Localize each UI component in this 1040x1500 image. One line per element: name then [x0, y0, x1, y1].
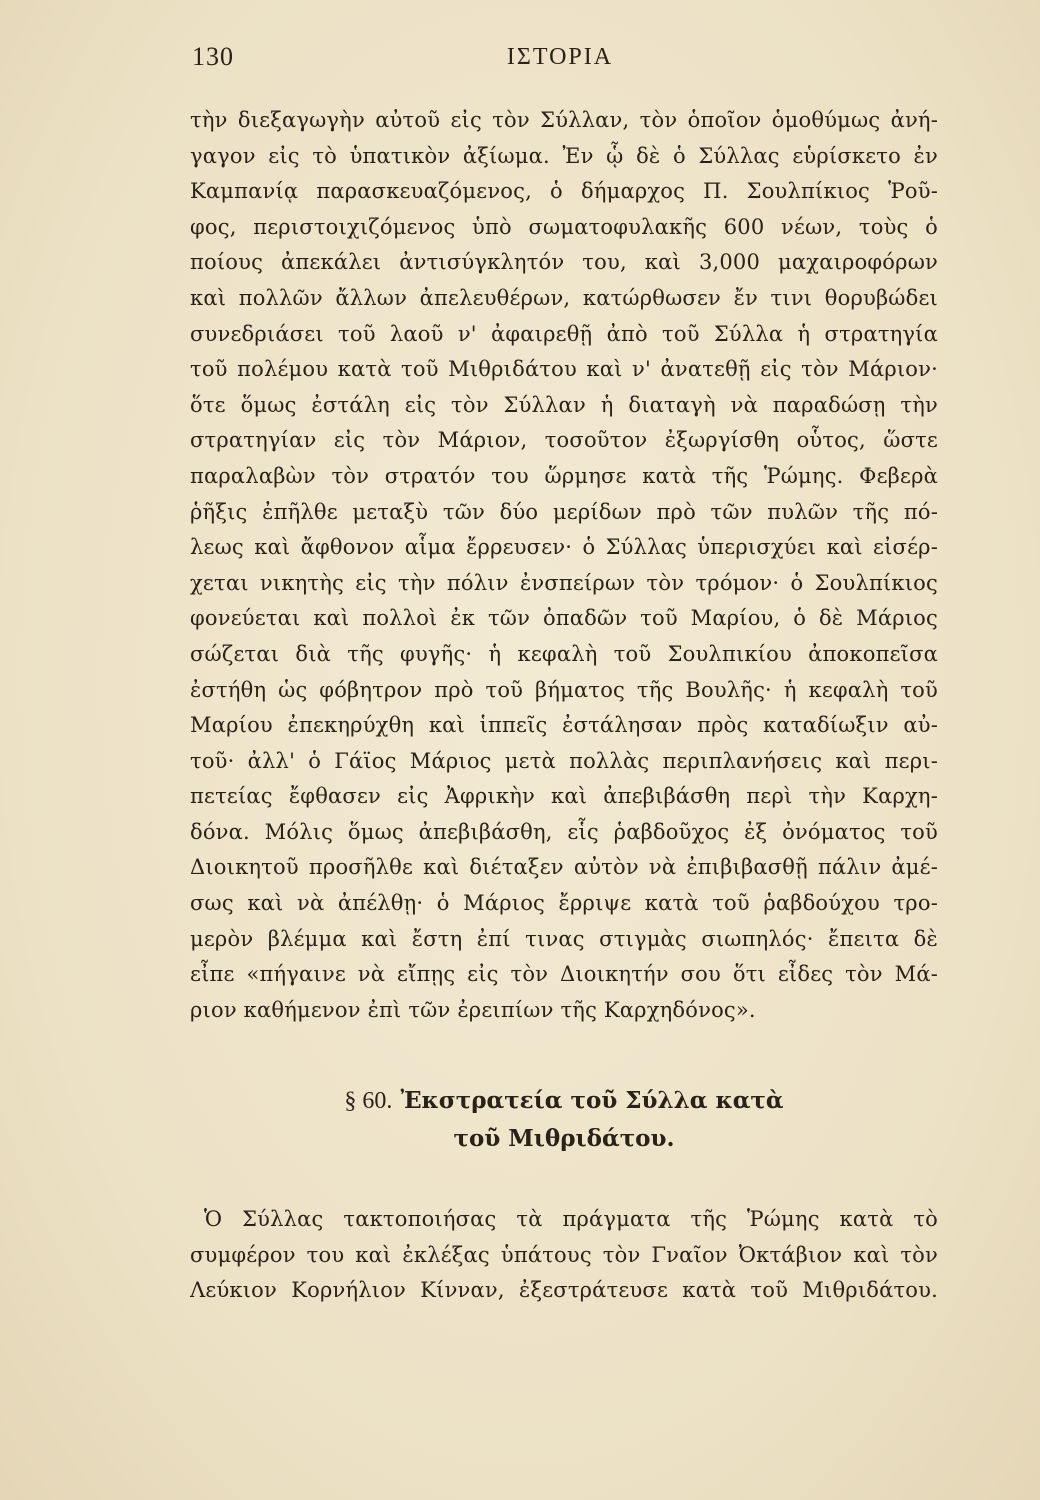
text-line: Καμπανίᾳ παρασκευαζόμενος, ὁ δήμαρχος Π. Σουλπίκιος Ῥοῦ-: [190, 179, 938, 204]
paragraph-2: [190, 1202, 938, 1309]
section-title-part-2: τοῦ Μιθριδάτου.: [453, 1125, 675, 1152]
text-line: συμφέρον του καὶ ἐκλέξας ὑπάτους τὸν Γναῖον Ὀκτάβιον καὶ τὸν: [190, 1242, 938, 1267]
text-line: ῥῆξις ἐπῆλθε μεταξὺ τῶν δύο μερίδων πρὸ τῶν πυλῶν τῆς πό-: [190, 499, 938, 524]
text-line: τοῦ· ἀλλ' ὁ Γάϊος Μάριος μετὰ πολλὰς περιπλανήσεις καὶ περι-: [190, 748, 938, 773]
text-line: τοῦ πολέμου κατὰ τοῦ Μιθριδάτου καὶ ν' ἀνατεθῇ εἰς τὸν Μάριον·: [190, 357, 938, 382]
text-line: ριον καθήμενον ἐπὶ τῶν ἐρειπίων τῆς Καρχηδόνος».: [190, 997, 756, 1022]
text-line: εἶπε «πήγαινε νὰ εἴπῃς εἰς τὸν Διοικητήν σου ὅτι εἶδες τὸν Μά-: [190, 962, 938, 987]
text-line: γαγον εἰς τὸ ὑπατικὸν ἀξίωμα. Ἐν ᾧ δὲ ὁ Σύλλας εὑρίσκετο ἐν: [190, 143, 938, 168]
running-title: ΙΣΤΟΡΙΑ: [506, 44, 614, 70]
text-line: παραλαβὼν τὸν στρατόν του ὥρμησε κατὰ τῆς Ῥώμης. Φεβερὰ: [190, 463, 938, 488]
section-heading: [190, 1082, 938, 1158]
text-line: στρατηγίαν εἰς τὸν Μάριον, τοσοῦτον ἐξωργίσθη οὗτος, ὥστε: [190, 428, 938, 453]
text-line: σως καὶ νὰ ἀπέλθῃ· ὁ Μάριος ἔρριψε κατὰ τοῦ ῥαβδούχου τρο-: [190, 891, 938, 916]
text-line: πετείας ἔφθασεν εἰς Ἀφρικὴν καὶ ἀπεβιβάσθη περὶ τὴν Καρχη-: [190, 784, 938, 809]
text-line: χεται νικητὴς εἰς τὴν πόλιν ἐνσπείρων τὸν τρόμον· ὁ Σουλπίκιος: [190, 570, 938, 595]
text-line: καὶ πολλῶν ἄλλων ἀπελευθέρων, κατώρθωσεν ἔν τινι θορυβώδει: [190, 285, 938, 310]
text-line: Μαρίου ἐπεκηρύχθη καὶ ἱππεῖς ἐστάλησαν πρὸς καταδίωξιν αὐ-: [190, 713, 938, 738]
text-line: φονεύεται καὶ πολλοὶ ἐκ τῶν ὀπαδῶν τοῦ Μαρίου, ὁ δὲ Μάριος: [190, 606, 938, 631]
text-line: ὅτε ὅμως ἐστάλη εἰς τὸν Σύλλαν ἡ διαταγὴ νὰ παραδώσῃ τὴν: [190, 392, 938, 417]
text-line: Λεύκιον Κορνήλιον Κίνναν, ἐξεστράτευσε κατὰ τοῦ Μιθριδάτου.: [190, 1278, 938, 1303]
text-line: φος, περιστοιχιζόμενος ὑπὸ σωματοφυλακῆς 600 νέων, τοὺς ὁ: [190, 214, 938, 239]
text-line: συνεδριάσει τοῦ λαοῦ ν' ἀφαιρεθῇ ἀπὸ τοῦ Σύλλα ἡ στρατηγία: [190, 321, 938, 346]
section-title-part-1: Ἐκστρατεία τοῦ Σύλλα κατὰ: [400, 1087, 784, 1114]
text-line: τὴν διεξαγωγὴν αὐτοῦ εἰς τὸν Σύλλαν, τὸν ὁποῖον ὁμοθύμως ἀνή-: [190, 108, 938, 132]
text-line: Ὁ Σύλλας τακτοποιήσας τὰ πράγματα τῆς Ῥώμης κατὰ τὸ: [204, 1207, 938, 1231]
text-line: Διοικητοῦ προσῆλθε καὶ διέταξεν αὐτὸν νὰ ἐπιβιβασθῇ πάλιν ἀμέ-: [190, 855, 938, 880]
text-line: ἐστήθη ὡς φόβητρον πρὸ τοῦ βήματος τῆς Βουλῆς· ἡ κεφαλὴ τοῦ: [190, 677, 938, 702]
text-line: δόνα. Μόλις ὅμως ἀπεβιβάσθη, εἷς ῥαβδοῦχος ἐξ ὀνόματος τοῦ: [190, 819, 938, 844]
text-line: ποίους ἀπεκάλει ἀντισύγκλητόν του, καὶ 3,000 μαχαιροφόρων: [190, 250, 938, 275]
section-heading-line-1: [190, 1082, 938, 1120]
paragraph-1: [190, 103, 938, 1028]
text-line: μερὸν βλέμμα καὶ ἔστη ἐπί τινας στιγμὰς σιωπηλός· ἔπειτα δὲ: [190, 926, 938, 951]
text-line: σώζεται διὰ τῆς φυγῆς· ἡ κεφαλὴ τοῦ Σουλπικίου ἀποκοπεῖσα: [190, 641, 938, 666]
section-number: § 60.: [344, 1088, 393, 1114]
page-number: 130: [192, 42, 234, 71]
text-line: λεως καὶ ἄφθονον αἷμα ἔρρευσεν· ὁ Σύλλας ὑπερισχύει καὶ εἰσέρ-: [190, 535, 938, 560]
page-header: [190, 42, 930, 82]
